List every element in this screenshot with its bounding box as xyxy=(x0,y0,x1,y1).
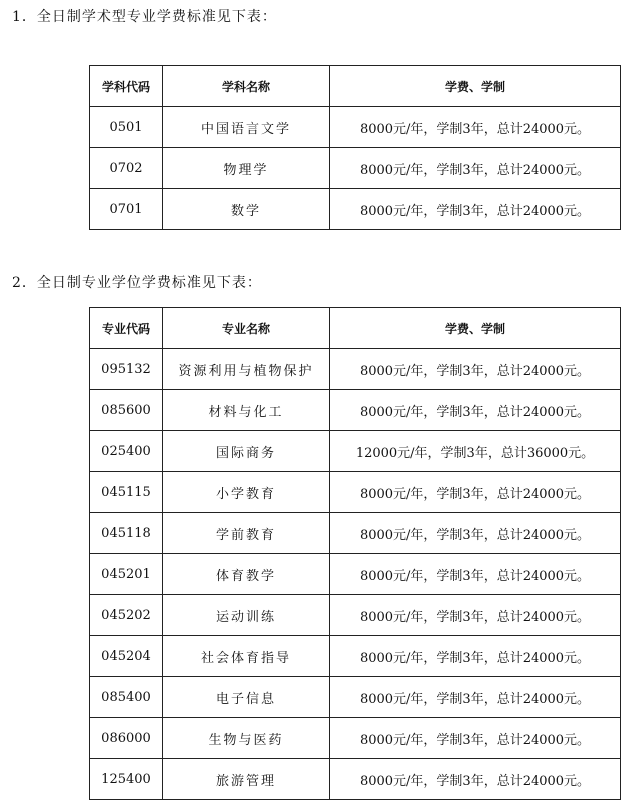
code-cell: 085400 xyxy=(90,677,163,718)
section2-heading: 2．全日制专业学位学费标准见下表： xyxy=(12,275,262,291)
professional-fee-table xyxy=(89,307,621,800)
header-name: 学科名称 xyxy=(163,66,330,107)
fee-cell: 8000元/年，学制3年，总计24000元。 xyxy=(330,595,621,636)
code-cell: 045201 xyxy=(90,554,163,595)
fee-cell: 8000元/年，学制3年，总计24000元。 xyxy=(330,349,621,390)
code-cell: 095132 xyxy=(90,349,163,390)
table-row xyxy=(90,349,621,390)
header-name: 专业名称 xyxy=(163,308,330,349)
name-cell: 学前教育 xyxy=(163,513,330,554)
table-row xyxy=(90,189,621,230)
fee-cell: 8000元/年，学制3年，总计24000元。 xyxy=(330,718,621,759)
code-cell: 045118 xyxy=(90,513,163,554)
fee-cell: 8000元/年，学制3年，总计24000元。 xyxy=(330,636,621,677)
name-cell: 物理学 xyxy=(163,148,330,189)
code-cell: 045202 xyxy=(90,595,163,636)
fee-cell: 8000元/年，学制3年，总计24000元。 xyxy=(330,189,621,230)
name-cell: 社会体育指导 xyxy=(163,636,330,677)
code-cell: 125400 xyxy=(90,759,163,800)
fee-cell: 8000元/年，学制3年，总计24000元。 xyxy=(330,759,621,800)
table-row xyxy=(90,148,621,189)
table-row xyxy=(90,677,621,718)
table-row xyxy=(90,513,621,554)
code-cell: 0701 xyxy=(90,189,163,230)
name-cell: 材料与化工 xyxy=(163,390,330,431)
table-row xyxy=(90,390,621,431)
code-cell: 0702 xyxy=(90,148,163,189)
code-cell: 045115 xyxy=(90,472,163,513)
header-fee: 学费、学制 xyxy=(330,66,621,107)
fee-cell: 8000元/年，学制3年，总计24000元。 xyxy=(330,472,621,513)
code-cell: 045204 xyxy=(90,636,163,677)
fee-cell: 12000元/年，学制3年，总计36000元。 xyxy=(330,431,621,472)
fee-cell: 8000元/年，学制3年，总计24000元。 xyxy=(330,554,621,595)
table-row xyxy=(90,595,621,636)
table-header-row xyxy=(90,66,621,107)
table-row xyxy=(90,759,621,800)
name-cell: 中国语言文学 xyxy=(163,107,330,148)
table-row xyxy=(90,107,621,148)
fee-cell: 8000元/年，学制3年，总计24000元。 xyxy=(330,390,621,431)
header-code: 学科代码 xyxy=(90,66,163,107)
header-code: 专业代码 xyxy=(90,308,163,349)
name-cell: 资源利用与植物保护 xyxy=(163,349,330,390)
name-cell: 数学 xyxy=(163,189,330,230)
name-cell: 体育教学 xyxy=(163,554,330,595)
table-row xyxy=(90,472,621,513)
name-cell: 国际商务 xyxy=(163,431,330,472)
code-cell: 0501 xyxy=(90,107,163,148)
code-cell: 085600 xyxy=(90,390,163,431)
name-cell: 电子信息 xyxy=(163,677,330,718)
fee-cell: 8000元/年，学制3年，总计24000元。 xyxy=(330,513,621,554)
code-cell: 086000 xyxy=(90,718,163,759)
name-cell: 运动训练 xyxy=(163,595,330,636)
fee-cell: 8000元/年，学制3年，总计24000元。 xyxy=(330,677,621,718)
name-cell: 生物与医药 xyxy=(163,718,330,759)
code-cell: 025400 xyxy=(90,431,163,472)
table-row xyxy=(90,554,621,595)
fee-cell: 8000元/年，学制3年，总计24000元。 xyxy=(330,107,621,148)
academic-fee-table xyxy=(89,65,621,230)
name-cell: 小学教育 xyxy=(163,472,330,513)
table-row xyxy=(90,431,621,472)
table-header-row xyxy=(90,308,621,349)
name-cell: 旅游管理 xyxy=(163,759,330,800)
fee-cell: 8000元/年，学制3年，总计24000元。 xyxy=(330,148,621,189)
header-fee: 学费、学制 xyxy=(330,308,621,349)
table-row xyxy=(90,636,621,677)
table-row xyxy=(90,718,621,759)
section1-heading: 1．全日制学术型专业学费标准见下表： xyxy=(12,9,277,25)
